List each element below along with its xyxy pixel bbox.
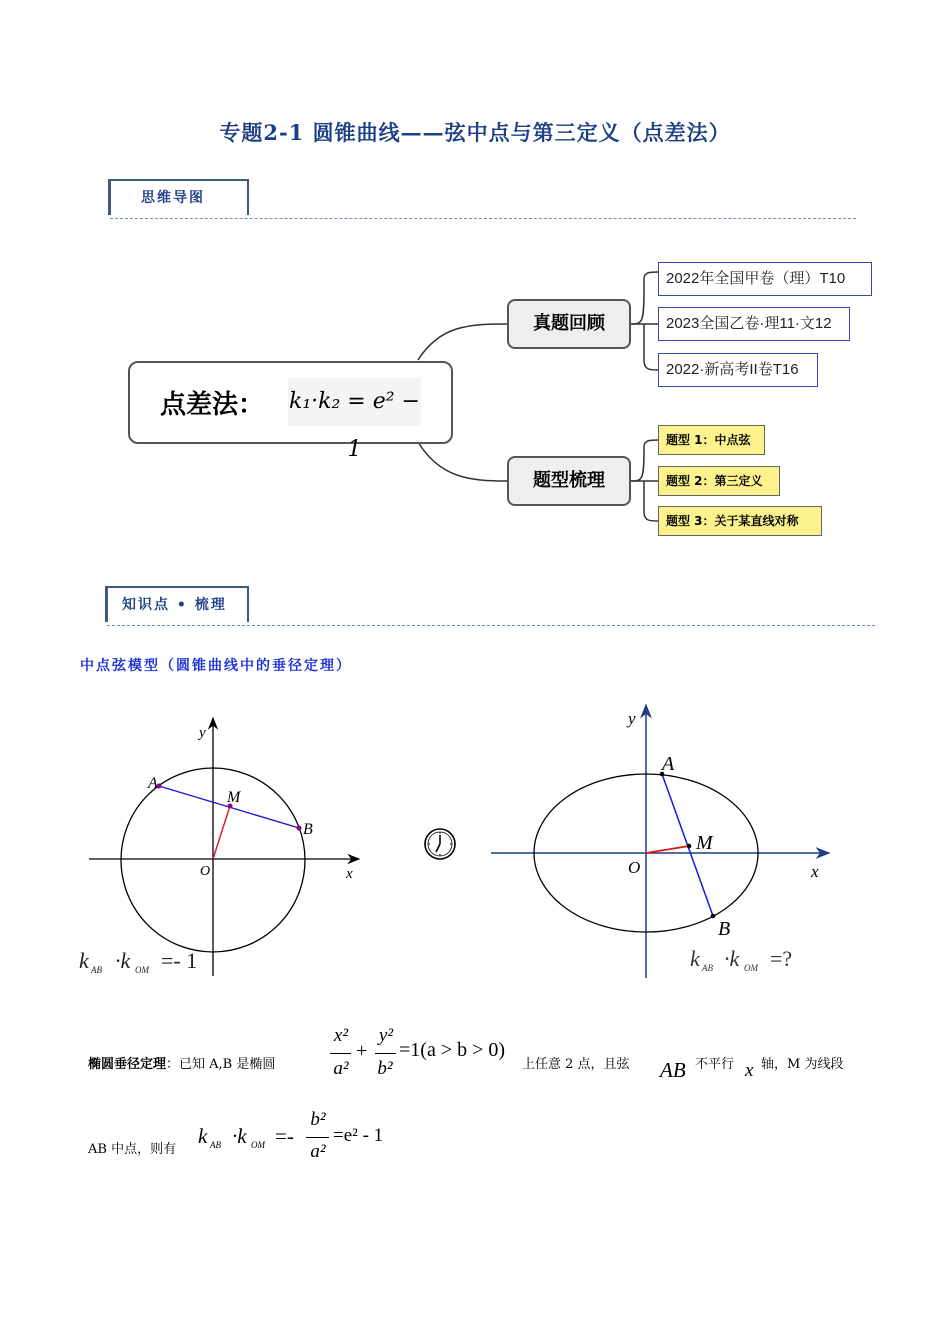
mindmap-branch-exam: 真题回顾 bbox=[507, 299, 631, 349]
label-m: M bbox=[696, 832, 713, 854]
ellipse-formula bbox=[690, 946, 792, 973]
formula-k: k bbox=[690, 946, 700, 971]
formula-sub: AB bbox=[702, 963, 713, 973]
ellipse-figure bbox=[485, 700, 840, 985]
circle-figure bbox=[75, 710, 375, 985]
mindmap-type-item: 题型 3：关于某直线对称 bbox=[658, 506, 822, 536]
fraction-bar bbox=[330, 1053, 351, 1054]
eq-num-y: y² bbox=[378, 1025, 394, 1046]
formula-k: k bbox=[79, 948, 89, 973]
origin-label: O bbox=[200, 864, 211, 879]
point-b bbox=[297, 826, 302, 831]
fraction-bar bbox=[306, 1137, 329, 1138]
mindmap-root-formula: k₁·k₂ = e² − 1 bbox=[288, 378, 421, 426]
mindmap-exam-item: 2022年全国甲卷（理）T10 bbox=[658, 262, 872, 296]
result-k: ·k bbox=[232, 1124, 247, 1148]
result-tail: =e² - 1 bbox=[333, 1125, 384, 1146]
result-eq: =- bbox=[275, 1124, 294, 1148]
page-title: 专题2-1 圆锥曲线——弦中点与第三定义（点差法） bbox=[219, 120, 731, 145]
formula-rhs: =? bbox=[770, 946, 793, 971]
circle-formula bbox=[79, 948, 197, 975]
theorem-text: 上任意 2 点，且弦 bbox=[522, 1057, 630, 1072]
result-sub: OM bbox=[251, 1140, 265, 1150]
theorem-text: 不平行 bbox=[695, 1057, 735, 1072]
eq-rhs: =1(a > b > 0) bbox=[399, 1039, 506, 1061]
theorem-text: ：已知 A,B 是椭圆 bbox=[166, 1057, 276, 1072]
formula-sub: AB bbox=[91, 965, 102, 975]
mindmap-exam-item: 2023全国乙卷·理11·文12 bbox=[658, 307, 850, 341]
formula-k: ·k bbox=[724, 946, 740, 971]
theorem-text: 轴，M 为线段 bbox=[761, 1057, 844, 1072]
mindmap-type-item: 题型 1：中点弦 bbox=[658, 425, 765, 455]
mindmap-branch-types: 题型梳理 bbox=[507, 456, 631, 506]
formula-sub: OM bbox=[744, 963, 758, 973]
section-divider bbox=[107, 625, 875, 626]
label-b: B bbox=[718, 918, 731, 940]
label-a: A bbox=[148, 775, 158, 792]
y-axis-label: y bbox=[199, 725, 206, 741]
point-m bbox=[687, 844, 692, 849]
section-tab-knowledge bbox=[105, 586, 249, 622]
section-label: 思维导图 bbox=[141, 190, 205, 206]
result-den: a² bbox=[310, 1141, 326, 1162]
fraction-bar bbox=[375, 1053, 396, 1054]
label-m: M bbox=[227, 789, 241, 806]
x-axis-label: x bbox=[346, 866, 353, 882]
result-num: b² bbox=[310, 1109, 326, 1130]
eq-plus: + bbox=[356, 1040, 368, 1062]
mindmap-type-item: 题型 2：第三定义 bbox=[658, 466, 780, 496]
theorem-label: 椭圆垂径定理 bbox=[88, 1057, 167, 1072]
section-tab-mindmap bbox=[108, 179, 249, 215]
label-a: A bbox=[662, 753, 675, 775]
result-k: k bbox=[198, 1124, 208, 1148]
origin-label: O bbox=[628, 858, 641, 877]
section-divider bbox=[110, 218, 856, 219]
theorem-line-1 bbox=[88, 1053, 275, 1072]
point-b bbox=[711, 914, 716, 919]
y-axis-label: y bbox=[628, 709, 636, 728]
segment-om bbox=[213, 806, 230, 859]
clock-icon bbox=[423, 827, 457, 861]
label-b: B bbox=[303, 821, 313, 838]
eq-den-b: b² bbox=[377, 1058, 393, 1079]
formula-sub: OM bbox=[135, 965, 149, 975]
formula-rhs: =- 1 bbox=[161, 948, 198, 973]
mindmap-exam-item: 2022·新高考II卷T16 bbox=[658, 353, 818, 387]
mindmap-root-label: 点差法： bbox=[160, 390, 265, 420]
chord-label: AB bbox=[660, 1058, 686, 1082]
eq-den-a: a² bbox=[333, 1058, 349, 1079]
segment-om bbox=[646, 846, 689, 853]
axis-label: x bbox=[745, 1060, 754, 1081]
section-label: 知识点 • 梳理 bbox=[122, 597, 227, 613]
result-sub: AB bbox=[210, 1140, 221, 1150]
eq-num-x: x² bbox=[333, 1025, 349, 1046]
x-axis-label: x bbox=[811, 862, 819, 881]
formula-k: ·k bbox=[115, 948, 131, 973]
subheading: 中点弦模型（圆锥曲线中的垂径定理） bbox=[80, 658, 352, 674]
theorem-line-2: AB 中点，则有 bbox=[88, 1142, 177, 1157]
